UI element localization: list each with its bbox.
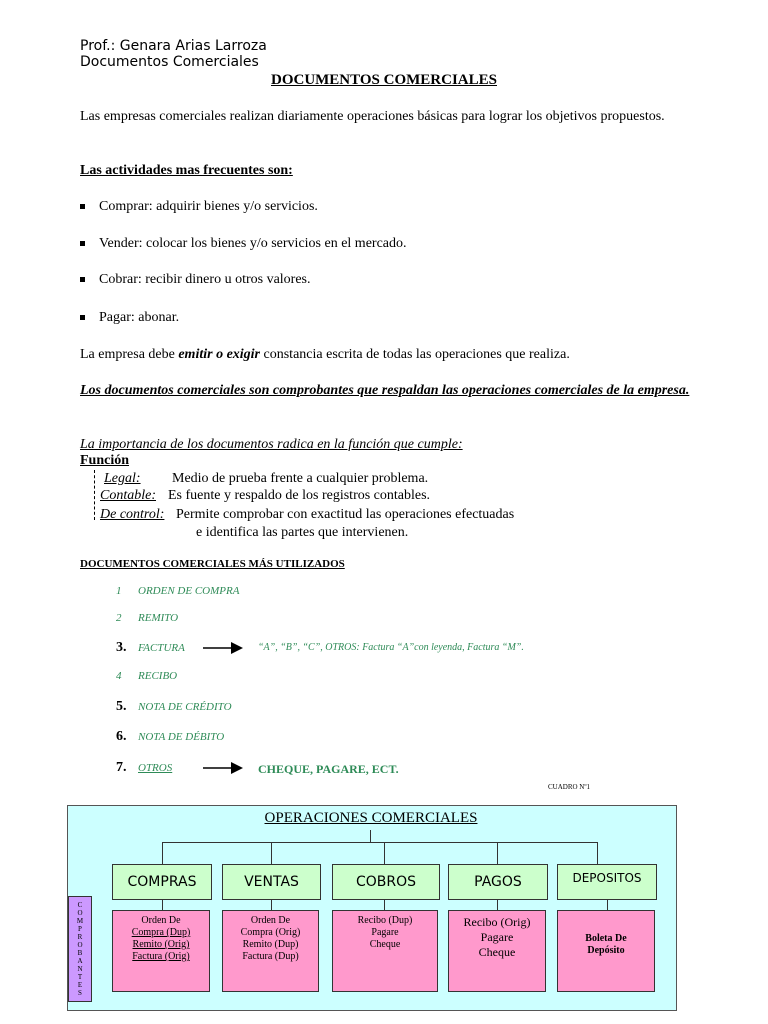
pagos-docs: Recibo (Orig) Pagare Cheque	[448, 910, 546, 992]
funcion-control: De control: Permite comprobar con exactitud las operaciones efectuadas	[100, 507, 515, 522]
side-label-letter: O	[77, 909, 83, 917]
importance-line: La importancia de los documentos radica en la función que cumple:	[80, 437, 463, 452]
page-title: DOCUMENTOS COMERCIALES	[270, 72, 497, 88]
category-ventas: VENTAS	[222, 864, 321, 900]
factura-types: “A”, “B”, “C”, OTROS: Factura “A”con leyenda, Factura “M”.	[258, 642, 524, 653]
subject-line: Documentos Comerciales	[80, 54, 259, 70]
activities-heading: Las actividades mas frecuentes son:	[80, 163, 293, 178]
otros-examples: CHEQUE, PAGARE, ECT.	[258, 762, 399, 776]
funcion-control-cont: e identifica las partes que intervienen.	[196, 525, 409, 540]
connector-line	[162, 899, 163, 910]
connector-line	[162, 842, 597, 843]
category-depositos: DEPOSITOS	[557, 864, 657, 900]
funcion-contable: Contable: Es fuente y respaldo de los registros contables.	[100, 488, 431, 503]
emphasis-text: emitir o exigir	[178, 347, 261, 362]
figure-caption: CUADRO Nº1	[548, 783, 591, 791]
side-label-letter: S	[78, 989, 82, 997]
category-compras: COMPRAS	[112, 864, 212, 900]
ventas-docs: Orden De Compra (Orig) Remito (Dup) Factura (Dup)	[222, 910, 319, 992]
side-label-letter: M	[76, 917, 84, 925]
activity-item: Vender: colocar los bienes y/o servicios en el mercado.	[80, 236, 407, 252]
doc-item: 1 ORDEN DE COMPRA	[116, 585, 240, 597]
side-label-letter: T	[77, 973, 83, 981]
side-label-letter: P	[78, 925, 82, 933]
connector-line	[271, 899, 272, 910]
doc-item: 4 RECIBO	[116, 670, 178, 682]
docs-heading: DOCUMENTOS COMERCIALES MÁS UTILIZADOS	[80, 558, 345, 570]
funcion-heading: Función	[80, 453, 130, 468]
bullet-icon	[80, 241, 85, 246]
side-label-letter: B	[77, 949, 83, 957]
connector-line	[271, 842, 272, 864]
arrow-icon	[203, 641, 243, 660]
activity-item: Cobrar: recibir dinero u otros valores.	[80, 272, 311, 288]
definition-paragraph: Los documentos comerciales son comprobantes que respaldan las operaciones comerciales de la empresa.	[80, 383, 690, 398]
empresa-paragraph: La empresa debe emitir o exigir constancia escrita de todas las operaciones que realiza.	[80, 347, 570, 362]
funcion-legal: Legal: Medio de prueba frente a cualquier problema.	[104, 471, 429, 486]
activity-item: Comprar: adquirir bienes y/o servicios.	[80, 199, 318, 215]
bullet-icon	[80, 277, 85, 282]
side-label-letter: C	[77, 901, 83, 909]
bullet-icon	[80, 204, 85, 209]
connector-line	[370, 830, 371, 842]
connector-line	[597, 842, 598, 864]
connector-line	[497, 899, 498, 910]
doc-item: 6. NOTA DE DÉBITO	[116, 729, 225, 744]
category-cobros: COBROS	[332, 864, 440, 900]
doc-item: 5. NOTA DE CRÉDITO	[116, 699, 232, 714]
side-label-letter: N	[77, 965, 83, 973]
author-line: Prof.: Genara Arias Larroza	[80, 38, 267, 54]
connector-line	[384, 842, 385, 864]
depositos-docs: Boleta De Depósito	[557, 910, 655, 992]
doc-item: 3. FACTURA	[116, 640, 185, 655]
activity-item: Pagar: abonar.	[80, 310, 179, 326]
connector-line	[162, 842, 163, 864]
side-label-letter: A	[77, 957, 83, 965]
side-label-letter: E	[77, 981, 83, 989]
compras-docs: Orden De Compra (Dup) Remito (Orig) Factura (Orig)	[112, 910, 210, 992]
connector-line	[384, 899, 385, 910]
category-pagos: PAGOS	[448, 864, 548, 900]
comprobantes-label	[68, 896, 92, 1002]
doc-item: 7. OTROS	[116, 760, 173, 775]
connector-line	[497, 842, 498, 864]
doc-item: 2 REMITO	[116, 612, 179, 624]
intro-paragraph: Las empresas comerciales realizan diariamente operaciones básicas para lograr los objetivos propuestos.	[80, 109, 665, 124]
diagram-title: OPERACIONES COMERCIALES	[264, 810, 478, 826]
side-label-letter: O	[77, 941, 83, 949]
side-label-letter: R	[77, 933, 83, 941]
connector-line	[607, 899, 608, 910]
arrow-icon	[203, 761, 243, 780]
bullet-icon	[80, 315, 85, 320]
cobros-docs: Recibo (Dup) Pagare Cheque	[332, 910, 438, 992]
